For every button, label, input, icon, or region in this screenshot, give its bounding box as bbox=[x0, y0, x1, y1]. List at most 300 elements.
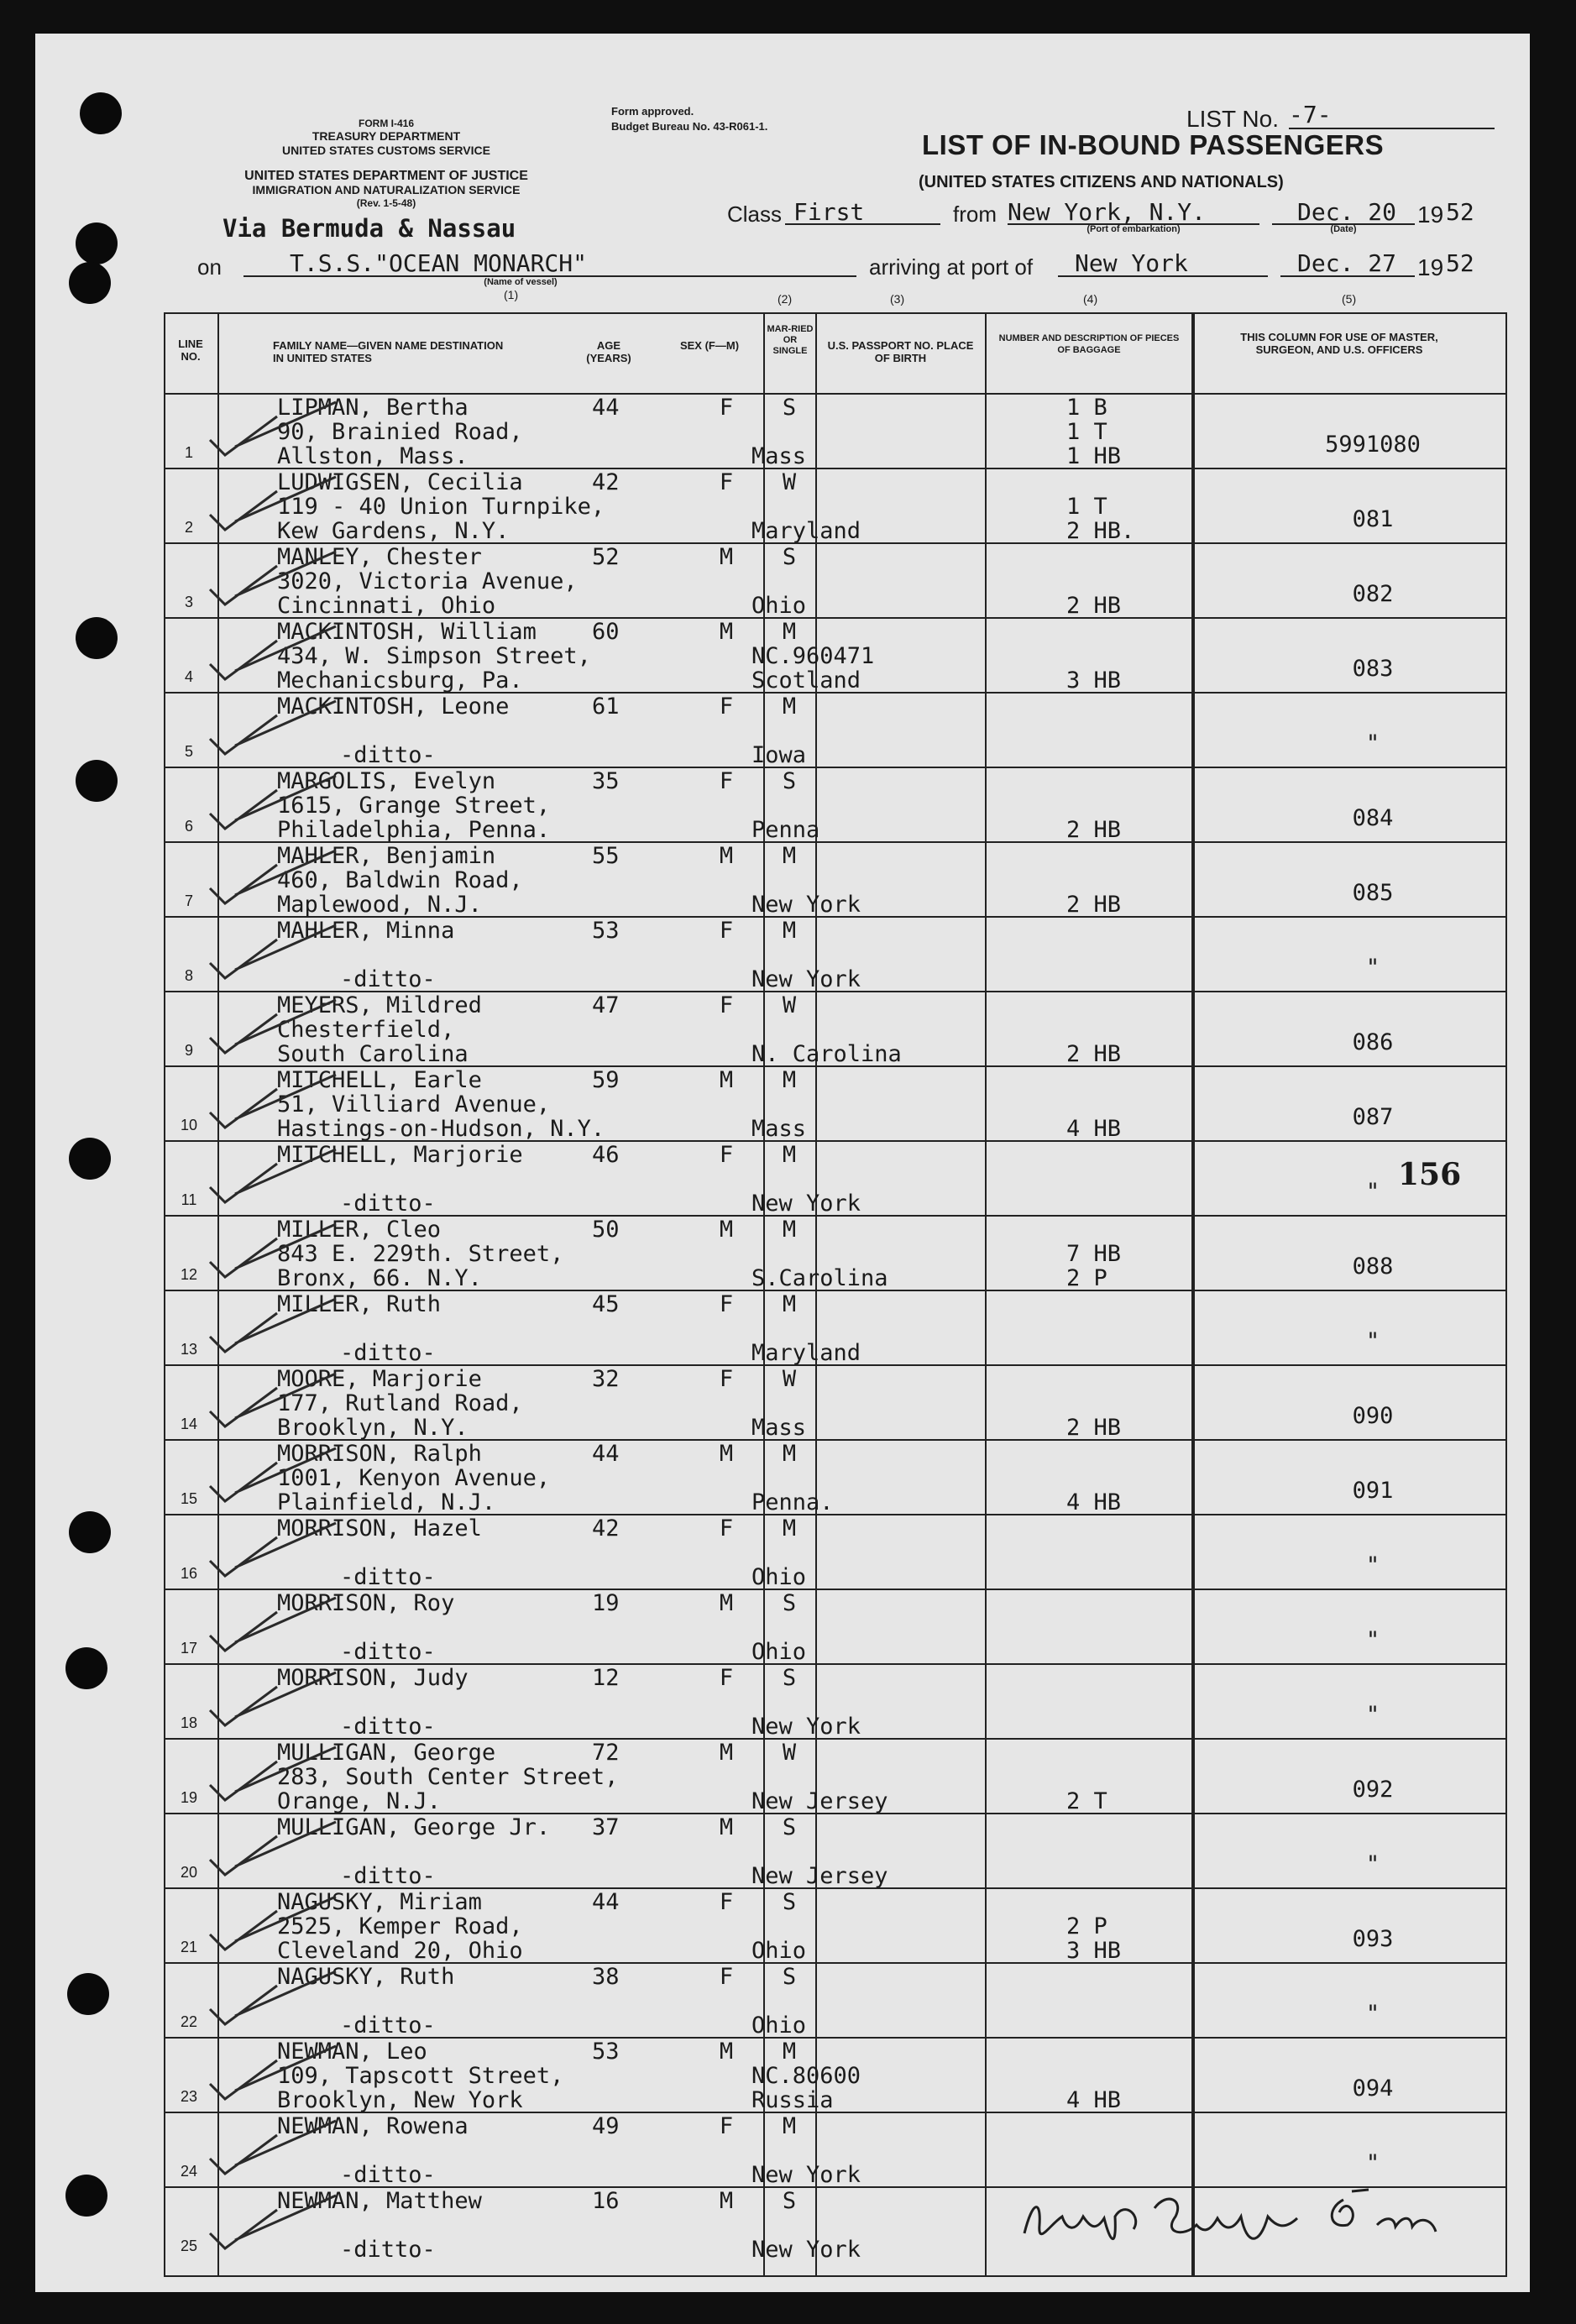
check-mark bbox=[210, 552, 336, 605]
on-label: on bbox=[197, 254, 222, 280]
list-no-label: LIST No. bbox=[1186, 106, 1279, 132]
line-number: 1 bbox=[184, 444, 193, 461]
line-number: 5 bbox=[184, 743, 193, 760]
cell-addr1: 460, Baldwin Road, bbox=[277, 867, 523, 893]
cell-bag3: 2 T bbox=[1066, 1788, 1107, 1814]
line-number: 22 bbox=[180, 2013, 198, 2030]
cell-off: " bbox=[1365, 1328, 1380, 1354]
cell-sex: F bbox=[719, 1291, 734, 1317]
check-mark bbox=[210, 1075, 336, 1128]
line-number: 10 bbox=[180, 1117, 198, 1133]
cell-ditto: -ditto- bbox=[340, 966, 436, 992]
line-number: 25 bbox=[180, 2238, 198, 2254]
class-value: First bbox=[793, 198, 865, 226]
cell-age: 53 bbox=[592, 2039, 620, 2065]
cell-mar: M bbox=[782, 619, 797, 645]
check-mark bbox=[210, 1672, 336, 1725]
cell-addr2: Hastings-on-Hudson, N.Y. bbox=[277, 1116, 605, 1142]
cell-pp2: New York bbox=[751, 1191, 861, 1217]
cell-off: " bbox=[1365, 2001, 1380, 2027]
cell-age: 42 bbox=[592, 469, 620, 495]
cell-mar: M bbox=[782, 843, 797, 869]
line-number: 16 bbox=[180, 1565, 198, 1582]
cell-sex: F bbox=[719, 469, 734, 495]
cell-addr1: 1001, Kenyon Avenue, bbox=[277, 1465, 551, 1491]
cell-off: 088 bbox=[1352, 1254, 1394, 1280]
cell-ditto: -ditto- bbox=[340, 1340, 436, 1366]
line-number: 18 bbox=[180, 1714, 198, 1731]
cell-sex: M bbox=[719, 843, 734, 869]
cell-ditto: -ditto- bbox=[340, 1863, 436, 1889]
stamp-number: 156 bbox=[1398, 1157, 1462, 1192]
cell-addr2: Cincinnati, Ohio bbox=[277, 593, 496, 619]
cell-sex: M bbox=[719, 2188, 734, 2214]
cell-mar: M bbox=[782, 2113, 797, 2139]
form-approved: Form approved. bbox=[611, 105, 694, 118]
cell-addr2: Philadelphia, Penna. bbox=[277, 817, 551, 843]
cell-age: 16 bbox=[592, 2188, 620, 2214]
cell-off: " bbox=[1365, 1702, 1380, 1728]
cell-mar: S bbox=[782, 1590, 797, 1616]
arriving-label: arriving at port of bbox=[869, 254, 1034, 280]
cell-addr2: Orange, N.J. bbox=[277, 1788, 442, 1814]
cell-off: " bbox=[1365, 730, 1380, 756]
check-mark bbox=[210, 1149, 336, 1202]
cell-bag3: 2 HB bbox=[1066, 817, 1122, 843]
cell-pp2: Ohio bbox=[751, 1639, 807, 1665]
cell-off: " bbox=[1365, 1627, 1380, 1653]
cell-mar: S bbox=[782, 1889, 797, 1915]
cell-age: 52 bbox=[592, 544, 620, 570]
cell-mar: S bbox=[782, 1964, 797, 1990]
cell-sex: F bbox=[719, 1889, 734, 1915]
cell-age: 59 bbox=[592, 1067, 620, 1093]
departure-date: Dec. 20 bbox=[1297, 198, 1397, 226]
cell-pp2: Russia bbox=[751, 2087, 834, 2113]
cell-bag3: 4 HB bbox=[1066, 2087, 1122, 2113]
cell-ditto: -ditto- bbox=[340, 1714, 436, 1740]
col-num-1: (1) bbox=[504, 288, 519, 301]
cell-age: 46 bbox=[592, 1142, 620, 1168]
cell-pp2: Mass bbox=[751, 443, 807, 469]
cell-name: MULLIGAN, George bbox=[277, 1740, 496, 1766]
cell-off: " bbox=[1365, 1179, 1380, 1205]
check-mark bbox=[210, 1897, 336, 1950]
cell-sex: F bbox=[719, 2113, 734, 2139]
cell-ditto: -ditto- bbox=[340, 2013, 436, 2039]
cell-addr1: 283, South Center Street, bbox=[277, 1764, 619, 1790]
cell-pp1: NC.80600 bbox=[751, 2063, 861, 2089]
cell-ditto: -ditto- bbox=[340, 2162, 436, 2188]
cell-addr2: Kew Gardens, N.Y. bbox=[277, 518, 510, 544]
cell-name: NEWMAN, Rowena bbox=[277, 2113, 469, 2139]
from-value: New York, N.Y. bbox=[1008, 198, 1207, 226]
cell-sex: M bbox=[719, 2039, 734, 2065]
dept-treasury: TREASURY DEPARTMENT bbox=[312, 129, 461, 143]
class-label: Class bbox=[727, 202, 783, 227]
cell-ditto: -ditto- bbox=[340, 742, 436, 768]
line-number: 23 bbox=[180, 2088, 198, 2105]
cell-addr1: 2525, Kemper Road, bbox=[277, 1913, 523, 1939]
check-mark bbox=[210, 1523, 336, 1576]
cell-pp2: Ohio bbox=[751, 1564, 807, 1590]
cell-name: MAHLER, Benjamin bbox=[277, 843, 496, 869]
cell-pp2: Ohio bbox=[751, 1938, 807, 1964]
cell-sex: M bbox=[719, 1740, 734, 1766]
from-label: from bbox=[953, 202, 997, 227]
cell-off: 082 bbox=[1352, 581, 1394, 607]
cell-sex: F bbox=[719, 395, 734, 421]
cell-addr2: Mechanicsburg, Pa. bbox=[277, 667, 523, 694]
cell-addr1: 51, Villiard Avenue, bbox=[277, 1091, 551, 1118]
cell-name: MORRISON, Ralph bbox=[277, 1441, 482, 1467]
line-number: 17 bbox=[180, 1640, 198, 1657]
form-revision: (Rev. 1-5-48) bbox=[356, 197, 416, 209]
cell-sex: F bbox=[719, 1515, 734, 1541]
via-route: Via Bermuda & Nassau bbox=[223, 214, 516, 243]
check-mark bbox=[210, 1374, 336, 1426]
cell-sex: F bbox=[719, 1964, 734, 1990]
officer-signature bbox=[1016, 2166, 1469, 2267]
cell-mar: W bbox=[782, 992, 797, 1018]
cell-pp2: Mass bbox=[751, 1116, 807, 1142]
cell-age: 44 bbox=[592, 395, 620, 421]
cell-addr2: Brooklyn, N.Y. bbox=[277, 1415, 469, 1441]
cell-name: NEWMAN, Matthew bbox=[277, 2188, 482, 2214]
cell-off: 092 bbox=[1352, 1777, 1394, 1803]
cell-bag3: 2 HB bbox=[1066, 892, 1122, 918]
cell-name: MAHLER, Minna bbox=[277, 918, 455, 944]
cell-off: 085 bbox=[1352, 880, 1394, 906]
col-header-baggage: NUMBER AND DESCRIPTION OF PIECES OF BAGGAGE bbox=[998, 333, 1180, 355]
line-number: 3 bbox=[184, 594, 193, 610]
cell-addr2: Bronx, 66. N.Y. bbox=[277, 1265, 482, 1291]
line-number: 24 bbox=[180, 2163, 198, 2180]
dept-customs: UNITED STATES CUSTOMS SERVICE bbox=[282, 144, 490, 157]
cell-pp2: Mass bbox=[751, 1415, 807, 1441]
cell-mar: W bbox=[782, 1366, 797, 1392]
cell-addr1: 90, Brainied Road, bbox=[277, 419, 523, 445]
cell-age: 55 bbox=[592, 843, 620, 869]
check-mark bbox=[210, 1448, 336, 1501]
cell-name: NAGUSKY, Ruth bbox=[277, 1964, 455, 1990]
cell-pp2: New York bbox=[751, 2162, 861, 2188]
check-mark bbox=[210, 2046, 336, 2099]
cell-age: 49 bbox=[592, 2113, 620, 2139]
cell-mar: S bbox=[782, 1665, 797, 1691]
cell-off: 5991080 bbox=[1325, 432, 1421, 458]
cell-mar: M bbox=[782, 1441, 797, 1467]
cell-off: 081 bbox=[1352, 506, 1394, 532]
col-header-passport: U.S. PASSPORT NO. PLACE OF BIRTH bbox=[827, 339, 974, 364]
line-number: 13 bbox=[180, 1341, 198, 1358]
cell-sex: F bbox=[719, 918, 734, 944]
cell-bag2: 7 HB bbox=[1066, 1241, 1122, 1267]
cell-pp2: Iowa bbox=[751, 742, 807, 768]
cell-name: MITCHELL, Marjorie bbox=[277, 1142, 523, 1168]
check-mark bbox=[210, 1299, 336, 1352]
check-mark bbox=[210, 2196, 336, 2248]
cell-pp2: New Jersey bbox=[751, 1863, 888, 1889]
check-mark bbox=[210, 1598, 336, 1651]
line-number: 21 bbox=[180, 1939, 198, 1955]
cell-mar: S bbox=[782, 395, 797, 421]
cell-mar: M bbox=[782, 1515, 797, 1541]
cell-age: 38 bbox=[592, 1964, 620, 1990]
cell-bag3: 3 HB bbox=[1066, 667, 1122, 694]
cell-addr1: 177, Rutland Road, bbox=[277, 1390, 523, 1416]
cell-pp2: New Jersey bbox=[751, 1788, 888, 1814]
cell-age: 42 bbox=[592, 1515, 620, 1541]
budget-bureau: Budget Bureau No. 43-R061-1. bbox=[611, 120, 768, 133]
cell-off: " bbox=[1365, 1552, 1380, 1578]
cell-mar: M bbox=[782, 2039, 797, 2065]
cell-bag3: 4 HB bbox=[1066, 1489, 1122, 1515]
cell-age: 44 bbox=[592, 1889, 620, 1915]
cell-mar: M bbox=[782, 1291, 797, 1317]
check-mark bbox=[210, 925, 336, 978]
arrival-port: New York bbox=[1075, 249, 1188, 277]
cell-mar: M bbox=[782, 1217, 797, 1243]
check-mark bbox=[210, 477, 336, 530]
cell-name: LUDWIGSEN, Cecilia bbox=[277, 469, 523, 495]
cell-name: MANLEY, Chester bbox=[277, 544, 482, 570]
col-header-line: LINE NO. bbox=[178, 338, 203, 363]
cell-sex: M bbox=[719, 1814, 734, 1840]
cell-bag3: 3 HB bbox=[1066, 1938, 1122, 1964]
check-mark bbox=[210, 1822, 336, 1875]
cell-name: LIPMAN, Bertha bbox=[277, 395, 469, 421]
cell-mar: S bbox=[782, 2188, 797, 2214]
cell-age: 72 bbox=[592, 1740, 620, 1766]
line-number: 6 bbox=[184, 818, 193, 835]
cell-addr1: 1615, Grange Street, bbox=[277, 793, 551, 819]
cell-addr1: 3020, Victoria Avenue, bbox=[277, 568, 578, 594]
col-header-sex: SEX (F—M) bbox=[679, 339, 740, 352]
cell-pp2: Penna. bbox=[751, 1489, 834, 1515]
form-number: FORM I-416 bbox=[358, 118, 414, 129]
check-mark bbox=[210, 2121, 336, 2174]
cell-sex: M bbox=[719, 1441, 734, 1467]
arrival-date: Dec. 27 bbox=[1297, 249, 1397, 277]
cell-name: MACKINTOSH, Leone bbox=[277, 694, 510, 720]
cell-off: " bbox=[1365, 2150, 1380, 2176]
cell-addr2: Cleveland 20, Ohio bbox=[277, 1938, 523, 1964]
cell-name: MORRISON, Roy bbox=[277, 1590, 455, 1616]
dept-justice: UNITED STATES DEPARTMENT OF JUSTICE bbox=[244, 169, 528, 183]
cell-pp2: N. Carolina bbox=[751, 1041, 902, 1067]
vessel-note: (Name of vessel) bbox=[484, 277, 558, 287]
page-title: LIST OF IN-BOUND PASSENGERS bbox=[922, 129, 1385, 160]
check-mark bbox=[210, 1000, 336, 1053]
cell-pp2: Scotland bbox=[751, 667, 861, 694]
cell-sex: M bbox=[719, 544, 734, 570]
cell-age: 35 bbox=[592, 768, 620, 794]
cell-name: NAGUSKY, Miriam bbox=[277, 1889, 482, 1915]
cell-sex: F bbox=[719, 992, 734, 1018]
cell-off: 090 bbox=[1352, 1403, 1394, 1429]
cell-bag2: 2 P bbox=[1066, 1913, 1107, 1939]
cell-addr1: 434, W. Simpson Street, bbox=[277, 643, 591, 669]
line-number: 14 bbox=[180, 1416, 198, 1432]
cell-off: " bbox=[1365, 1851, 1380, 1877]
cell-pp2: S.Carolina bbox=[751, 1265, 888, 1291]
cell-bag3: 2 HB bbox=[1066, 593, 1122, 619]
cell-off: 094 bbox=[1352, 2075, 1394, 2102]
cell-mar: M bbox=[782, 918, 797, 944]
cell-pp2: New York bbox=[751, 966, 861, 992]
cell-bag3: 1 HB bbox=[1066, 443, 1122, 469]
cell-addr1: Chesterfield, bbox=[277, 1017, 455, 1043]
cell-bag3: 4 HB bbox=[1066, 1116, 1122, 1142]
cell-addr1: 119 - 40 Union Turnpike, bbox=[277, 494, 605, 520]
arrival-year: 52 bbox=[1446, 249, 1474, 277]
cell-pp2: Maryland bbox=[751, 1340, 861, 1366]
cell-addr2: Allston, Mass. bbox=[277, 443, 469, 469]
port-note: (Port of embarkation) bbox=[1086, 224, 1181, 234]
cell-bag3: 2 HB. bbox=[1066, 518, 1135, 544]
cell-pp2: Ohio bbox=[751, 2013, 807, 2039]
cell-mar: M bbox=[782, 1067, 797, 1093]
cell-name: MORRISON, Hazel bbox=[277, 1515, 482, 1541]
cell-mar: W bbox=[782, 1740, 797, 1766]
col-num-5: (5) bbox=[1342, 292, 1357, 306]
cell-addr2: Plainfield, N.J. bbox=[277, 1489, 496, 1515]
check-mark bbox=[210, 701, 336, 754]
line-number: 4 bbox=[184, 668, 193, 685]
cell-age: 12 bbox=[592, 1665, 620, 1691]
check-mark bbox=[210, 1747, 336, 1800]
cell-age: 60 bbox=[592, 619, 620, 645]
line-number: 15 bbox=[180, 1490, 198, 1507]
cell-bag3: 2 P bbox=[1066, 1265, 1107, 1291]
vessel-name: T.S.S."OCEAN MONARCH" bbox=[290, 249, 588, 277]
line-number: 11 bbox=[181, 1191, 197, 1208]
cell-bag3: 2 HB bbox=[1066, 1415, 1122, 1441]
list-no-value: -7- bbox=[1289, 101, 1332, 128]
cell-name: MARGOLIS, Evelyn bbox=[277, 768, 496, 794]
cell-name: MULLIGAN, George Jr. bbox=[277, 1814, 551, 1840]
cell-name: MORRISON, Judy bbox=[277, 1665, 469, 1691]
cell-addr1: 843 E. 229th. Street, bbox=[277, 1241, 564, 1267]
cell-pp1: NC.960471 bbox=[751, 643, 875, 669]
cell-ditto: -ditto- bbox=[340, 2237, 436, 2263]
departure-year-prefix: 19 bbox=[1417, 202, 1444, 228]
col-num-4: (4) bbox=[1083, 292, 1098, 306]
line-number: 8 bbox=[184, 967, 193, 984]
cell-off: 084 bbox=[1352, 805, 1394, 831]
check-mark bbox=[210, 1971, 336, 2024]
cell-name: MACKINTOSH, William bbox=[277, 619, 537, 645]
cell-sex: F bbox=[719, 694, 734, 720]
cell-off: 087 bbox=[1352, 1104, 1394, 1130]
cell-age: 47 bbox=[592, 992, 620, 1018]
cell-off: 093 bbox=[1352, 1926, 1394, 1952]
cell-ditto: -ditto- bbox=[340, 1564, 436, 1590]
page-subtitle: (UNITED STATES CITIZENS AND NATIONALS) bbox=[919, 173, 1284, 191]
cell-addr1: 109, Tapscott Street, bbox=[277, 2063, 564, 2089]
cell-age: 45 bbox=[592, 1291, 620, 1317]
cell-sex: F bbox=[719, 1665, 734, 1691]
cell-mar: W bbox=[782, 469, 797, 495]
cell-mar: S bbox=[782, 1814, 797, 1840]
arrival-year-prefix: 19 bbox=[1417, 254, 1444, 280]
cell-ditto: -ditto- bbox=[340, 1639, 436, 1665]
cell-off: 086 bbox=[1352, 1029, 1394, 1055]
cell-age: 32 bbox=[592, 1366, 620, 1392]
date-note: (Date) bbox=[1330, 224, 1357, 234]
cell-sex: M bbox=[719, 619, 734, 645]
cell-age: 19 bbox=[592, 1590, 620, 1616]
cell-bag1: 1 B bbox=[1066, 395, 1107, 421]
cell-sex: M bbox=[719, 1217, 734, 1243]
cell-pp2: Maryland bbox=[751, 518, 861, 544]
cell-bag2: 1 T bbox=[1066, 419, 1107, 445]
cell-name: MILLER, Cleo bbox=[277, 1217, 442, 1243]
cell-name: NEWMAN, Leo bbox=[277, 2039, 427, 2065]
cell-off: " bbox=[1365, 955, 1380, 981]
col-header-married: MAR-RIED OR SINGLE bbox=[767, 324, 814, 356]
cell-pp2: New York bbox=[751, 892, 861, 918]
line-number: 19 bbox=[180, 1789, 198, 1806]
departure-year: 52 bbox=[1446, 198, 1474, 226]
cell-name: MEYERS, Mildred bbox=[277, 992, 482, 1018]
line-number: 9 bbox=[184, 1042, 193, 1059]
cell-pp2: Penna bbox=[751, 817, 820, 843]
cell-pp2: New York bbox=[751, 2237, 861, 2263]
cell-addr2: Brooklyn, New York bbox=[277, 2087, 523, 2113]
cell-mar: S bbox=[782, 544, 797, 570]
col-num-3: (3) bbox=[890, 292, 905, 306]
cell-bag3: 2 HB bbox=[1066, 1041, 1122, 1067]
cell-sex: M bbox=[719, 1590, 734, 1616]
cell-off: 083 bbox=[1352, 656, 1394, 682]
check-mark bbox=[210, 626, 336, 679]
cell-age: 50 bbox=[592, 1217, 620, 1243]
cell-pp2: New York bbox=[751, 1714, 861, 1740]
line-number: 2 bbox=[184, 519, 193, 536]
line-number: 20 bbox=[180, 1864, 198, 1881]
cell-mar: M bbox=[782, 1142, 797, 1168]
check-mark bbox=[210, 1224, 336, 1277]
cell-age: 61 bbox=[592, 694, 620, 720]
check-mark bbox=[210, 402, 336, 455]
cell-pp2: Ohio bbox=[751, 593, 807, 619]
col-header-age: AGE (YEARS) bbox=[586, 339, 631, 364]
cell-age: 44 bbox=[592, 1441, 620, 1467]
cell-age: 53 bbox=[592, 918, 620, 944]
cell-name: MILLER, Ruth bbox=[277, 1291, 442, 1317]
cell-name: MITCHELL, Earle bbox=[277, 1067, 482, 1093]
cell-ditto: -ditto- bbox=[340, 1191, 436, 1217]
line-number: 12 bbox=[180, 1266, 198, 1283]
cell-mar: M bbox=[782, 694, 797, 720]
line-number: 7 bbox=[184, 892, 193, 909]
dept-ins: IMMIGRATION AND NATURALIZATION SERVICE bbox=[252, 183, 521, 196]
cell-age: 37 bbox=[592, 1814, 620, 1840]
cell-addr2: South Carolina bbox=[277, 1041, 469, 1067]
cell-off: 091 bbox=[1352, 1478, 1394, 1504]
cell-mar: S bbox=[782, 768, 797, 794]
check-mark bbox=[210, 851, 336, 903]
cell-sex: M bbox=[719, 1067, 734, 1093]
col-header-name: FAMILY NAME—GIVEN NAME DESTINATION IN UNITED STATES bbox=[273, 339, 504, 364]
cell-bag2: 1 T bbox=[1066, 494, 1107, 520]
check-mark bbox=[210, 776, 336, 829]
cell-sex: F bbox=[719, 1366, 734, 1392]
cell-sex: F bbox=[719, 768, 734, 794]
cell-name: MOORE, Marjorie bbox=[277, 1366, 482, 1392]
